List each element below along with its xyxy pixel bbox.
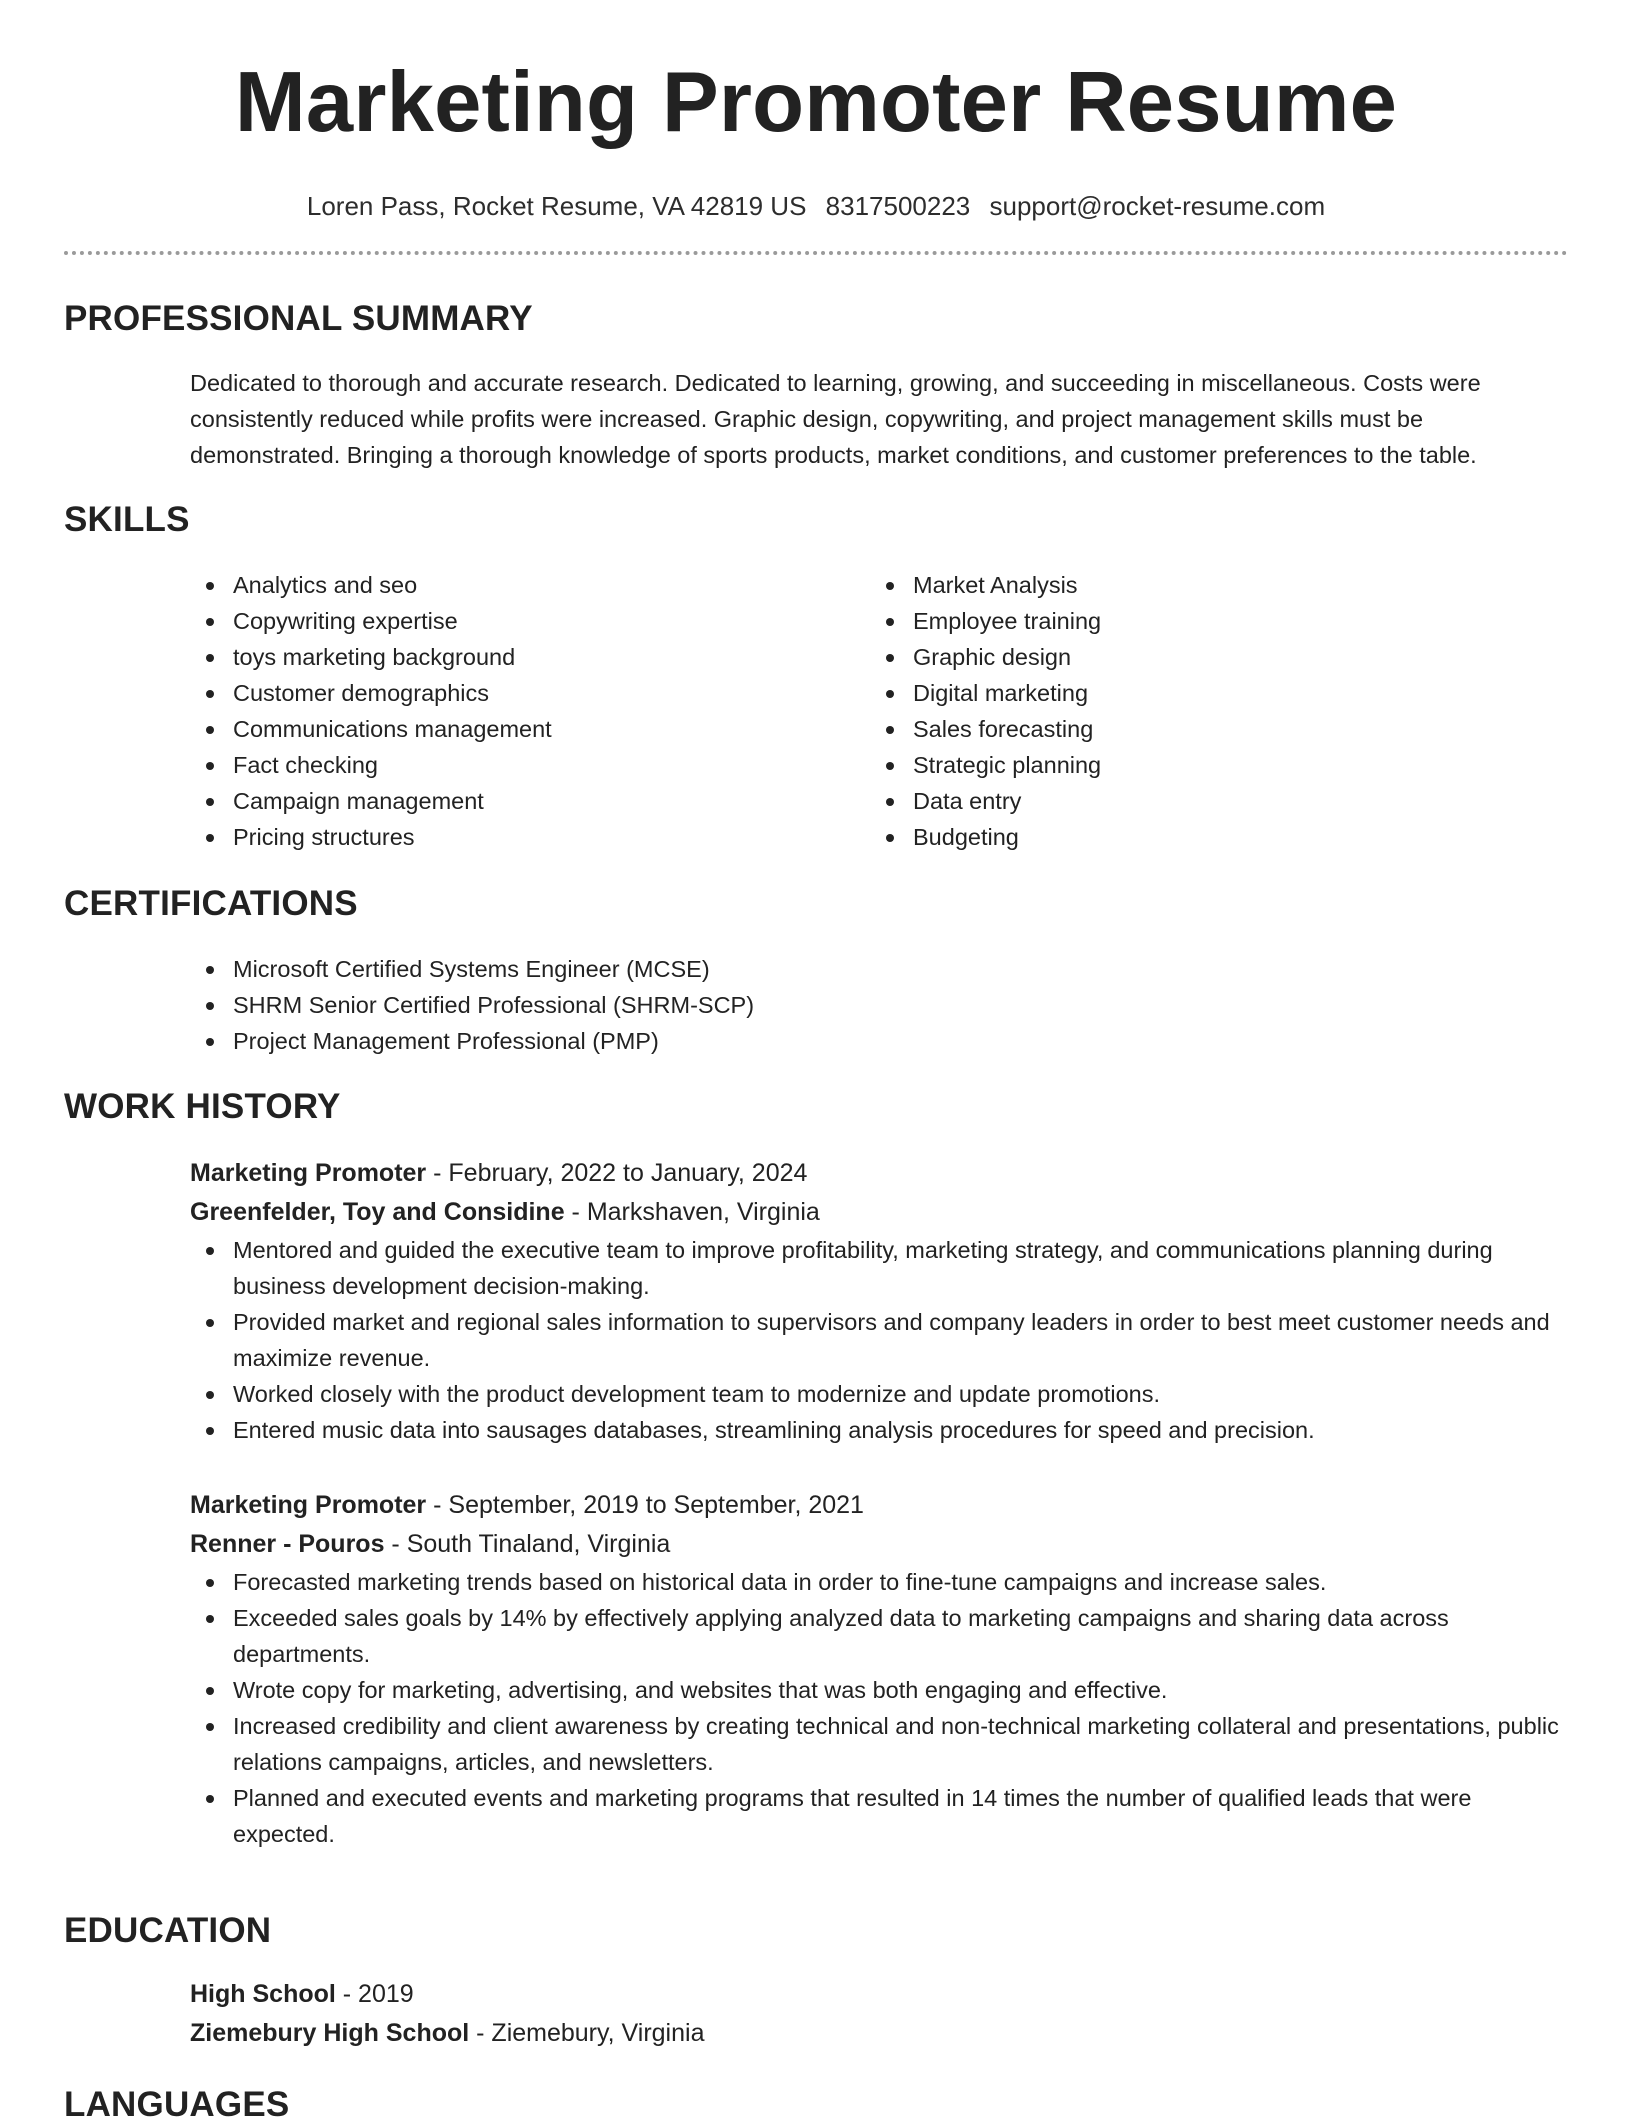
job-title: Marketing Promoter <box>190 1491 427 1519</box>
education-heading: EDUCATION <box>64 1911 272 1950</box>
job-title: Marketing Promoter <box>190 1159 427 1187</box>
skills-right-column <box>870 567 1550 855</box>
job-bullet-list <box>190 1564 1566 1852</box>
skill-item: Pricing structures <box>190 819 870 855</box>
job-bullet: Planned and executed events and marketing programs that resulted in 14 times the number of qualified leads that were expected. <box>190 1780 1566 1852</box>
contact-info <box>64 190 1568 222</box>
job-company-line <box>190 1525 1566 1564</box>
job-bullet: Worked closely with the product development team to modernize and update promotions. <box>190 1376 1566 1412</box>
job-bullet: Increased credibility and client awareness by creating technical and non-technical marketing collateral and presentations, public relations campaigns, articles, and newsletters. <box>190 1708 1566 1780</box>
job-bullet: Mentored and guided the executive team to improve profitability, marketing strategy, and communications planning during business development decision-making. <box>190 1232 1566 1304</box>
education-school: Ziemebury High School <box>190 2019 470 2047</box>
education-year: - 2019 <box>335 1980 414 2008</box>
certifications-section <box>190 951 1566 1059</box>
contact-address: Loren Pass, Rocket Resume, VA 42819 US <box>306 191 807 221</box>
skill-item: Market Analysis <box>870 567 1550 603</box>
summary-text: Dedicated to thorough and accurate research. Dedicated to learning, growing, and succeeding in miscellaneous. Costs were consistently reduced while profits were increased. Graphic design, copywriting, and project management skills must be demonstrated. Bringing a thorough knowledge of sports products, market conditions, and customer preferences to the table. <box>190 370 1481 468</box>
education-location: - Ziemebury, Virginia <box>469 2019 705 2047</box>
skill-item: Fact checking <box>190 747 870 783</box>
job-bullet: Provided market and regional sales information to supervisors and company leaders in order to best meet customer needs and maximize revenue. <box>190 1304 1566 1376</box>
summary-section <box>190 365 1566 473</box>
job-bullet-list <box>190 1232 1566 1448</box>
certification-item: Microsoft Certified Systems Engineer (MCSE) <box>190 951 1566 987</box>
skill-item: Communications management <box>190 711 870 747</box>
job-location: - Markshaven, Virginia <box>564 1198 820 1226</box>
resume-header <box>64 54 1568 222</box>
job-bullet: Exceeded sales goals by 14% by effectively applying analyzed data to marketing campaigns and sharing data across departments. <box>190 1600 1566 1672</box>
job-entry <box>190 1486 1566 1852</box>
skill-item: Graphic design <box>870 639 1550 675</box>
certification-item: SHRM Senior Certified Professional (SHRM-SCP) <box>190 987 1566 1023</box>
header-divider <box>64 251 1568 255</box>
contact-phone: 8317500223 <box>825 191 971 221</box>
skill-item: Customer demographics <box>190 675 870 711</box>
job-title-line <box>190 1486 1566 1525</box>
skill-item: Strategic planning <box>870 747 1550 783</box>
job-bullet: Forecasted marketing trends based on historical data in order to fine-tune campaigns and increase sales. <box>190 1564 1566 1600</box>
work-history-section <box>190 1154 1566 1852</box>
skill-item: Campaign management <box>190 783 870 819</box>
languages-heading: LANGUAGES <box>64 2085 290 2124</box>
job-dates: - September, 2019 to September, 2021 <box>426 1491 864 1519</box>
job-company-line <box>190 1193 1566 1232</box>
skill-item: Budgeting <box>870 819 1550 855</box>
resume-title: Marketing Promoter Resume <box>234 55 1398 150</box>
job-entry <box>190 1154 1566 1448</box>
skills-heading: SKILLS <box>64 500 190 539</box>
job-dates: - February, 2022 to January, 2024 <box>426 1159 808 1187</box>
skills-left-list <box>190 567 870 855</box>
job-company: Greenfelder, Toy and Considine <box>190 1198 565 1226</box>
skill-item: Employee training <box>870 603 1550 639</box>
job-location: - South Tinaland, Virginia <box>384 1530 671 1558</box>
summary-heading: PROFESSIONAL SUMMARY <box>64 299 533 338</box>
skill-item: Copywriting expertise <box>190 603 870 639</box>
certifications-list <box>190 951 1566 1059</box>
education-degree: High School <box>190 1980 336 2008</box>
job-bullet: Wrote copy for marketing, advertising, and websites that was both engaging and effective. <box>190 1672 1566 1708</box>
education-section <box>190 1975 1566 2053</box>
education-degree-line <box>190 1975 1566 2014</box>
skills-left-column <box>190 567 870 855</box>
skill-item: Sales forecasting <box>870 711 1550 747</box>
job-company: Renner - Pouros <box>190 1530 385 1558</box>
skill-item: Data entry <box>870 783 1550 819</box>
contact-email: support@rocket-resume.com <box>989 191 1326 221</box>
work-history-heading: WORK HISTORY <box>64 1087 341 1126</box>
skill-item: toys marketing background <box>190 639 870 675</box>
skills-grid <box>190 567 1566 855</box>
skills-right-list <box>870 567 1550 855</box>
skill-item: Analytics and seo <box>190 567 870 603</box>
education-school-line <box>190 2014 1566 2053</box>
job-title-line <box>190 1154 1566 1193</box>
job-bullet: Entered music data into sausages databases, streamlining analysis procedures for speed and precision. <box>190 1412 1566 1448</box>
skills-section <box>190 567 1566 855</box>
skill-item: Digital marketing <box>870 675 1550 711</box>
certifications-heading: CERTIFICATIONS <box>64 884 358 923</box>
certification-item: Project Management Professional (PMP) <box>190 1023 1566 1059</box>
